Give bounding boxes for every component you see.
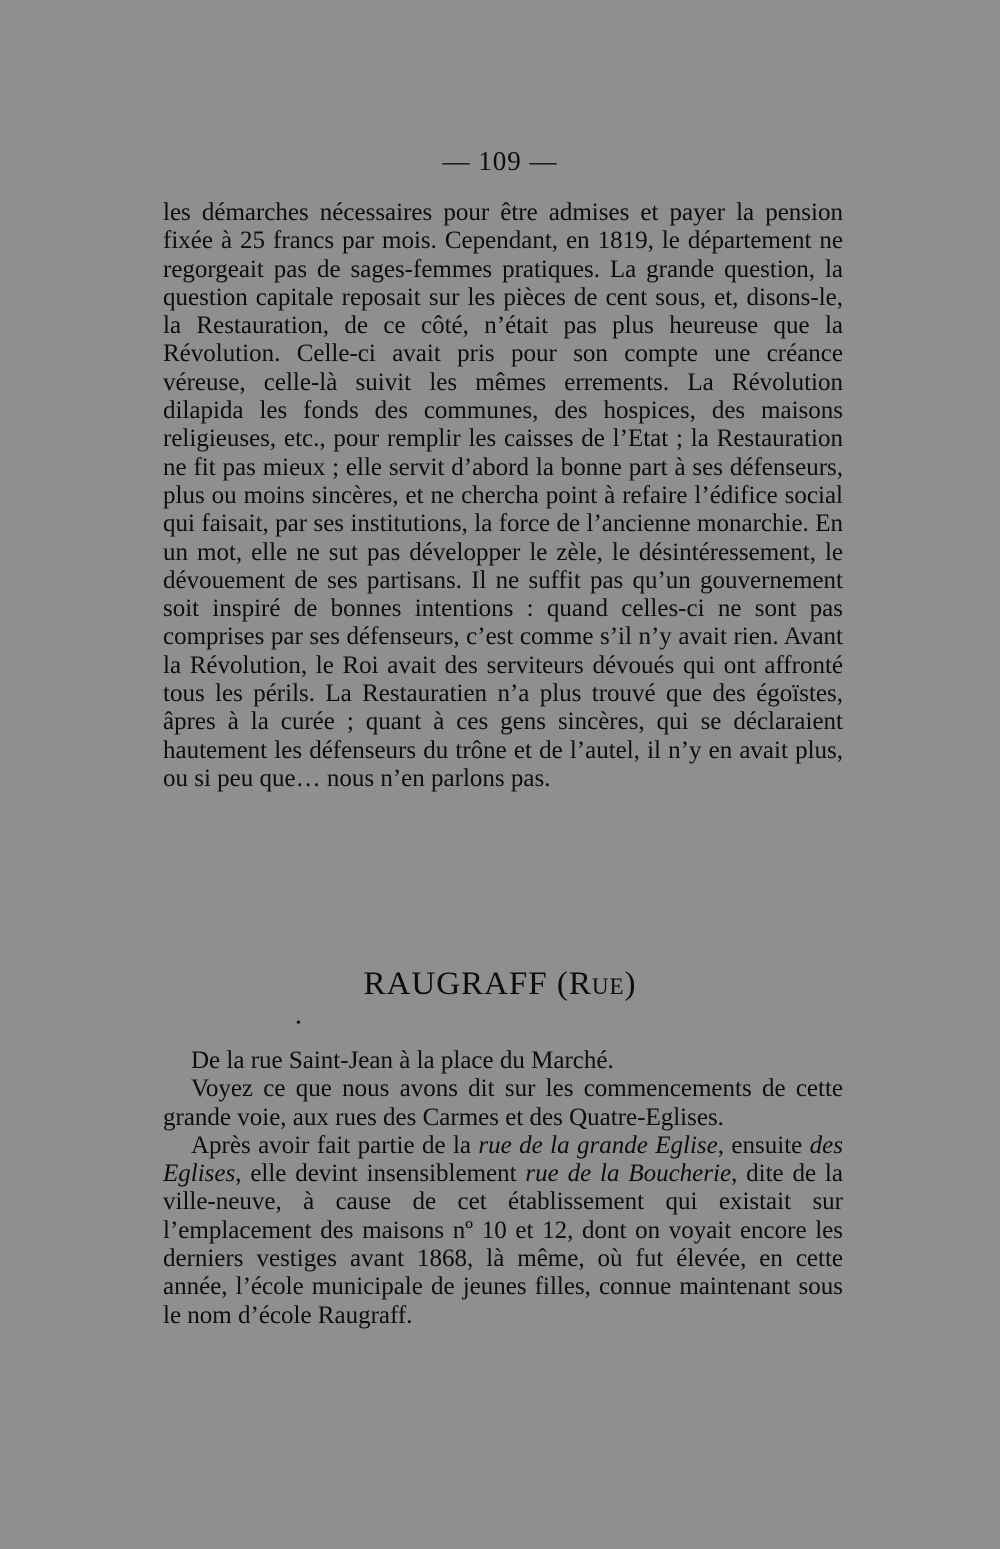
history-text-2: , ensuite — [717, 1131, 810, 1159]
history-italic-2: des Eglises — [163, 1131, 843, 1188]
ornament-dot: • — [296, 1016, 301, 1031]
page-number: — 109 — — [442, 146, 558, 176]
paragraph-continued: les démarches nécessaires pour être admises et payer la pension fixée à 25 francs par mois. Cependant, en 1819, le département ne regorgeait pas de sages-femmes pratiques. La grande question, la question capitale reposait sur les pièces de cent sous, et, disons-le, la Restauration, de ce côté, n’était pas plus heureuse que la Révolution. Celle-ci avait pris pour son compte une créance véreuse, celle-là suivit les mêmes errements. La Révolution dilapida les fonds des communes, des hospices, des maisons religieuses, etc., pour remplir les caisses de l’Etat ; la Restauration ne fit pas mieux ; elle servit d’abord la bonne part à ses défenseurs, plus ou moins sincères, et ne chercha point à refaire l’édifice social qui faisait, par ses institutions, la force de l’ancienne monarchie. En un mot, elle ne sut pas développer le zèle, le désintéressement, le dévouement de ses partisans. Il ne suffit pas qu’un gouvernement soit inspiré de bonnes intentions : quand celles-ci ne sont pas comprises par ses défenseurs, c’est comme s’il n’y avait rien. Avant la Révolution, le Roi avait des serviteurs dévoués qui ont affronté tous les périls. La Restauratien n’a plus trouvé que des égoïstes, âpres à la curée ; quant à ces gens sincères, qui se déclaraient hautement les défenseurs du trône et de l’autel, il n’y en avait plus, ou si peu que… nous n’en parlons pas. — [163, 199, 843, 792]
text-block-bottom — [163, 1047, 843, 1330]
paragraph-reference: Voyez ce que nous avons dit sur les commencements de cette grande voie, aux rues des Carmes et des Quatre-Eglises. — [163, 1075, 843, 1131]
history-text-3: , elle devint insensiblement — [235, 1160, 526, 1188]
section-heading-name: RAUGRAFF — [363, 966, 548, 1002]
paragraph-history — [163, 1132, 843, 1330]
paragraph-location: De la rue Saint-Jean à la place du Marché. — [191, 1047, 614, 1074]
section-heading — [0, 966, 1000, 1003]
section-heading-sub: (Rue) — [556, 966, 637, 1002]
history-italic-3: rue de la Boucherie — [525, 1160, 732, 1188]
history-italic-1: rue de la grande Eglise — [478, 1131, 718, 1159]
text-block-top — [163, 199, 843, 793]
history-text-1: Après avoir fait partie de la — [191, 1131, 479, 1159]
history-text-4: , dite de la ville-neuve, à cause de cet établissement qui existait sur l’emplacement des maisons nº 10 et 12, dont on voyait encore les derniers vestiges avant 1868, là même, où fut élevée, en cette année, l’école municipale de jeunes filles, connue maintenant sous le nom d’école Raugraff. — [163, 1160, 843, 1329]
